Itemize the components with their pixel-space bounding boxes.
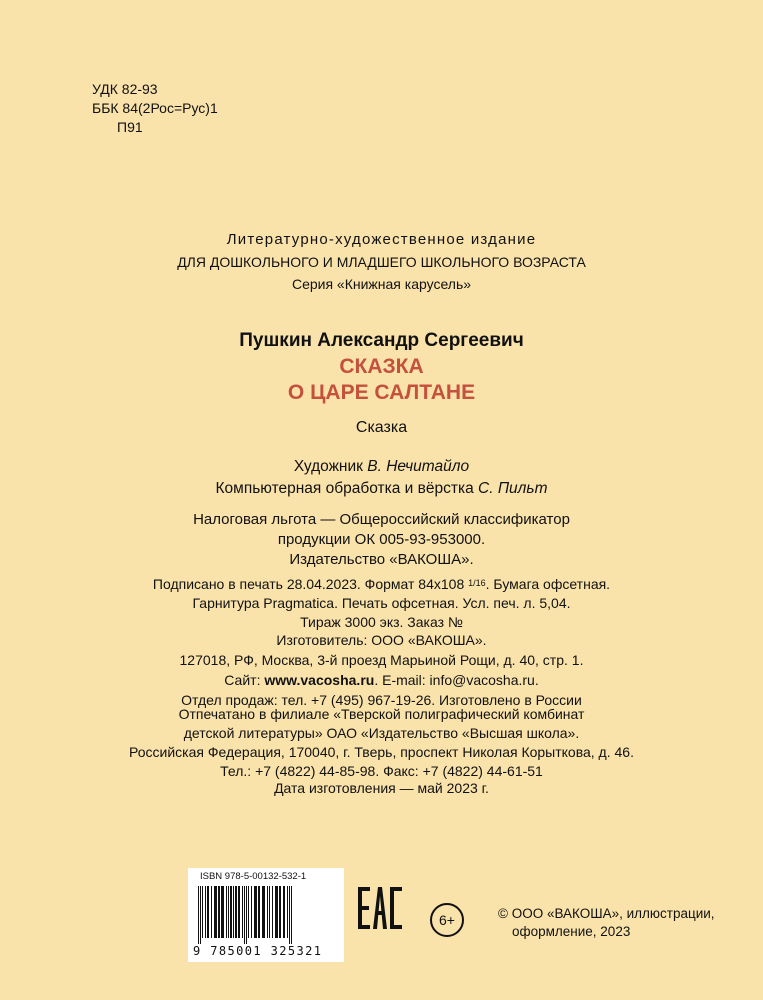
book-genre: Сказка xyxy=(355,419,408,436)
barcode-bar xyxy=(238,886,240,938)
print-info xyxy=(0,574,763,632)
maker-line: Изготовитель: ООО «ВАКОША». xyxy=(276,632,487,648)
barcode-bar xyxy=(242,886,243,938)
barcode-bar xyxy=(200,886,201,944)
print-line: Гарнитура Pragmatica. Печать офсетная. Усл. печ. л. 5,04. xyxy=(192,595,571,611)
barcode-bar xyxy=(202,886,203,938)
print-line-part: Подписано в печать 28.04.2023. Формат 84х108 xyxy=(152,576,465,592)
barcode-bar xyxy=(218,886,220,938)
book-author: Пушкин Александр Сергеевич xyxy=(239,330,524,351)
barcode-bar xyxy=(221,886,224,938)
printer-line: Отпечатано в филиале «Тверской полиграфический комбинат xyxy=(178,706,585,722)
book-title-line2: О ЦАРЕ САЛТАНЕ xyxy=(287,381,476,404)
maker-address: 127018, РФ, Москва, 3-й проезд Марьиной Рощи, д. 40, стр. 1. xyxy=(179,652,584,668)
barcode-bar xyxy=(289,886,290,944)
barcode-bar xyxy=(205,886,206,938)
barcode-bar xyxy=(226,886,227,938)
barcode-bar xyxy=(198,886,199,944)
artist-credit xyxy=(0,456,763,478)
format-superscript: 1 xyxy=(468,578,474,588)
barcode-bar xyxy=(269,886,270,938)
barcode-bar xyxy=(246,886,247,944)
age-audience: ДЛЯ ДОШКОЛЬНОГО И МЛАДШЕГО ШКОЛЬНОГО ВОЗРАСТА xyxy=(177,254,586,270)
copyright-line: оформление, 2023 xyxy=(512,924,631,939)
series-name: Серия «Книжная карусель» xyxy=(291,276,472,292)
tax-line: продукции ОК 005-93-953000. xyxy=(277,531,486,548)
layout-name: С. Пильт xyxy=(478,480,548,497)
udk-code: УДК 82-93 xyxy=(92,81,158,97)
barcode-bar xyxy=(248,886,249,938)
barcode-bar xyxy=(267,886,268,938)
tax-line: Издательство «ВАКОША». xyxy=(289,551,474,568)
isbn-label: ISBN 978-5-00132-532-1 xyxy=(200,871,307,882)
email-text: . E-mail: info@vacosha.ru. xyxy=(374,672,539,688)
layout-credit xyxy=(0,478,763,500)
barcode-bar xyxy=(207,886,209,938)
tax-line: Налоговая льгота — Общероссийский классификатор xyxy=(193,511,570,528)
tax-info xyxy=(0,510,763,570)
barcode-bar xyxy=(254,886,257,938)
site-label: Сайт: xyxy=(224,672,261,688)
bbk-code: ББК 84(2Рос=Рус)1 xyxy=(92,100,218,116)
sales-line: Отдел продаж: тел. +7 (495) 967-19-26. Изготовлено в России xyxy=(181,692,582,708)
edition-type: Литературно-художественное издание xyxy=(226,231,537,248)
age-rating-badge: 6+ xyxy=(430,903,464,937)
barcode-bar xyxy=(291,886,292,944)
copyright-notice xyxy=(498,905,715,941)
barcode-bar xyxy=(244,886,245,944)
isbn-barcode-box xyxy=(188,868,344,962)
eac-mark-icon xyxy=(357,884,403,932)
barcode-bar xyxy=(258,886,260,938)
barcode-bar xyxy=(233,886,234,938)
barcode-icon xyxy=(196,886,336,944)
barcode-bar xyxy=(272,886,273,938)
artist-name: В. Нечитайло xyxy=(367,458,470,475)
production-date: Дата изготовления — май 2023 г. xyxy=(274,780,489,796)
print-line-part: . Бумага офсетная. xyxy=(485,576,611,592)
barcode-bar xyxy=(230,886,232,938)
credits xyxy=(0,456,763,500)
printer-line: Тел.: +7 (4822) 44-85-98. Факс: +7 (4822) 44-61-51 xyxy=(220,763,543,779)
manufacturer-info xyxy=(0,630,763,710)
barcode-bar xyxy=(275,886,278,938)
barcode-bar xyxy=(228,886,229,938)
barcode-bar xyxy=(214,886,217,938)
print-line: Тираж 3000 экз. Заказ № xyxy=(300,614,463,630)
book-title-line1: СКАЗКА xyxy=(339,355,424,378)
layout-label: Компьютерная обработка и вёрстка xyxy=(215,480,474,497)
barcode-bar xyxy=(251,886,252,938)
printer-line: Российская Федерация, 170040, г. Тверь, проспект Николая Корыткова, д. 46. xyxy=(129,744,634,760)
barcode-bar xyxy=(235,886,237,938)
barcode-bar xyxy=(279,886,281,938)
author-mark: П91 xyxy=(117,119,143,135)
artist-label: Художник xyxy=(293,458,363,475)
barcode-bar xyxy=(211,886,212,938)
site-link[interactable]: www.vacosha.ru xyxy=(264,672,375,688)
classification-codes xyxy=(92,80,218,137)
barcode-bar xyxy=(283,886,285,938)
printer-info xyxy=(0,705,763,781)
format-fraction: /16 xyxy=(473,578,486,588)
copyright-line: © ООО «ВАКОША», иллюстрации, xyxy=(498,906,715,921)
maker-contacts xyxy=(0,670,763,690)
printer-line: детской литературы» ОАО «Издательство «Высшая школа». xyxy=(183,725,580,741)
barcode-bar xyxy=(262,886,265,938)
barcode-bar xyxy=(287,886,288,938)
print-line xyxy=(0,574,763,594)
isbn-digits: 9 785001 325321 xyxy=(193,944,323,958)
